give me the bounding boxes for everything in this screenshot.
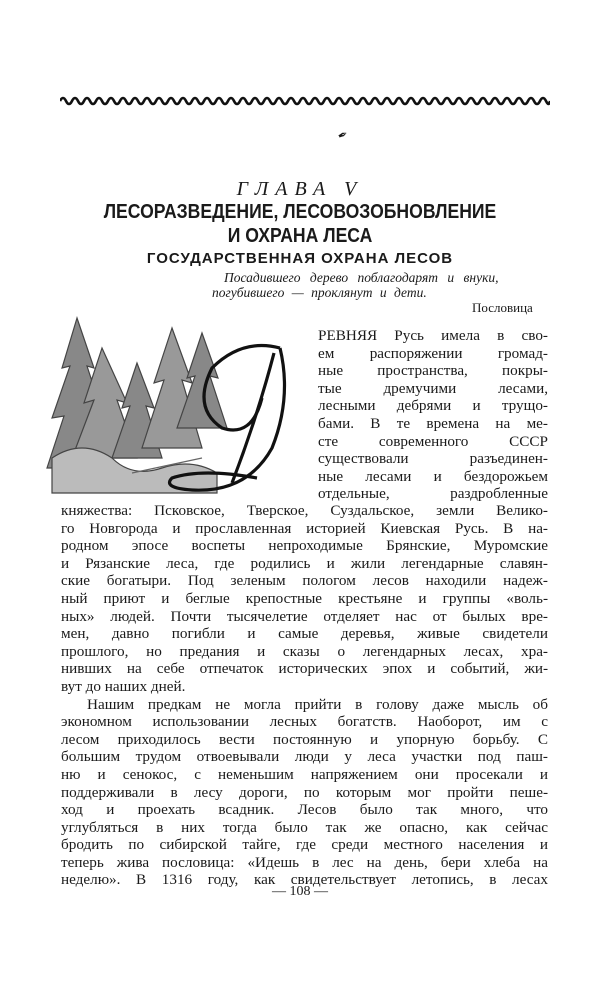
text-line: родном эпосе воспеты непроходимые Брянские, Муромские: [61, 537, 548, 555]
text-line: ные лесами и бездорожьем: [318, 467, 548, 485]
title-line: ЛЕСОРАЗВЕДЕНИЕ, ЛЕСОВОЗОБНОВЛЕНИЕ: [103, 201, 497, 223]
text-line: существовали разъединен-: [318, 450, 548, 468]
text-line: ем распоряжении громад-: [318, 344, 548, 362]
text-line: нивших на себе отпечаток исторических эпох и событий, жи-: [61, 660, 548, 678]
text-line: тые дремучими лесами,: [318, 379, 548, 397]
text-line: мен, давно погибли и самые деревья, живые свидетели: [61, 625, 548, 643]
text-line: Нашим предкам не могла прийти в голову даже мысль об: [87, 695, 548, 713]
text-line: бами. В те времена на ме-: [318, 414, 548, 432]
text-line: сте современного СССР: [318, 432, 548, 450]
drop-cap-column-text: [318, 327, 548, 503]
text-line: вут до наших дней.: [61, 677, 186, 695]
body-text: [61, 502, 548, 889]
text-line: РЕВНЯЯ Русь имела в сво-: [318, 327, 548, 344]
text-line: большим трудом отвоевывали люди у леса участки под паш-: [61, 748, 548, 766]
text-line: ход и проехать всадник. Лесов было так много, что: [61, 801, 548, 819]
epigraph-source: Пословица: [472, 300, 533, 315]
epigraph: [212, 270, 557, 300]
epigraph-line: погубившего — проклянут и дети.: [212, 285, 427, 300]
section-subtitle: ГОСУДАРСТВЕННАЯ ОХРАНА ЛЕСОВ: [146, 250, 454, 267]
text-line: бродить по сибирской тайге, где среди местного населения и: [61, 836, 548, 854]
text-line: го Новгорода и прославленная историей Киевская Русь. В на-: [61, 519, 548, 537]
chapter-title: [36, 200, 564, 248]
text-line: ных» людей. Почти тысячелетие отделяет нас от былых вре-: [61, 607, 548, 625]
text-line: экономном использовании лесных богатств. Наоборот, им с: [61, 713, 548, 731]
text-line: поддерживали в лесу дороги, по которым мог пройти пеше-: [61, 783, 548, 801]
text-line: и Рязанские леса, где родились и жили легендарные славян-: [61, 554, 548, 572]
text-line: отдельные, раздробленные: [318, 485, 548, 503]
epigraph-line: Посадившего дерево поблагодарят и внуки,: [224, 270, 499, 285]
text-line: лесными дебрями и трущо-: [318, 397, 548, 415]
text-line: углубляться в них тогда было так же опасно, как сейчас: [61, 818, 548, 836]
text-line: неделю». В 1316 году, как свидетельствует летопись, в лесах: [61, 871, 548, 889]
text-line: ские богатыри. Под зеленым пологом лесов находили надеж-: [61, 572, 548, 590]
page-number: — 108 —: [272, 884, 328, 899]
title-line: И ОХРАНА ЛЕСА: [227, 225, 373, 247]
text-line: ные пространства, покры-: [318, 362, 548, 380]
snowy-forest-drop-cap-illustration-icon: [42, 308, 307, 498]
text-line: теперь жива пословица: «Идешь в лес на день, бери хлеба на: [61, 853, 548, 871]
wavy-rule-divider: [60, 94, 550, 108]
text-line: прошлого, но предания и сказы о легендарных лесах, хра-: [61, 642, 548, 660]
text-line: лесом приходилось вести постоянную и упорную борьбу. С: [61, 730, 548, 748]
text-line: ный приют и беглые крепостные крестьяне и группы «воль-: [61, 589, 548, 607]
pen-nib-ornament-icon: ✒: [335, 126, 351, 144]
chapter-heading: ГЛАВА V: [236, 178, 364, 200]
text-line: ню и сенокос, с неменьшим напряжением они просекали и: [61, 765, 548, 783]
text-line: княжества: Псковское, Тверское, Суздальское, земли Велико-: [61, 502, 548, 519]
